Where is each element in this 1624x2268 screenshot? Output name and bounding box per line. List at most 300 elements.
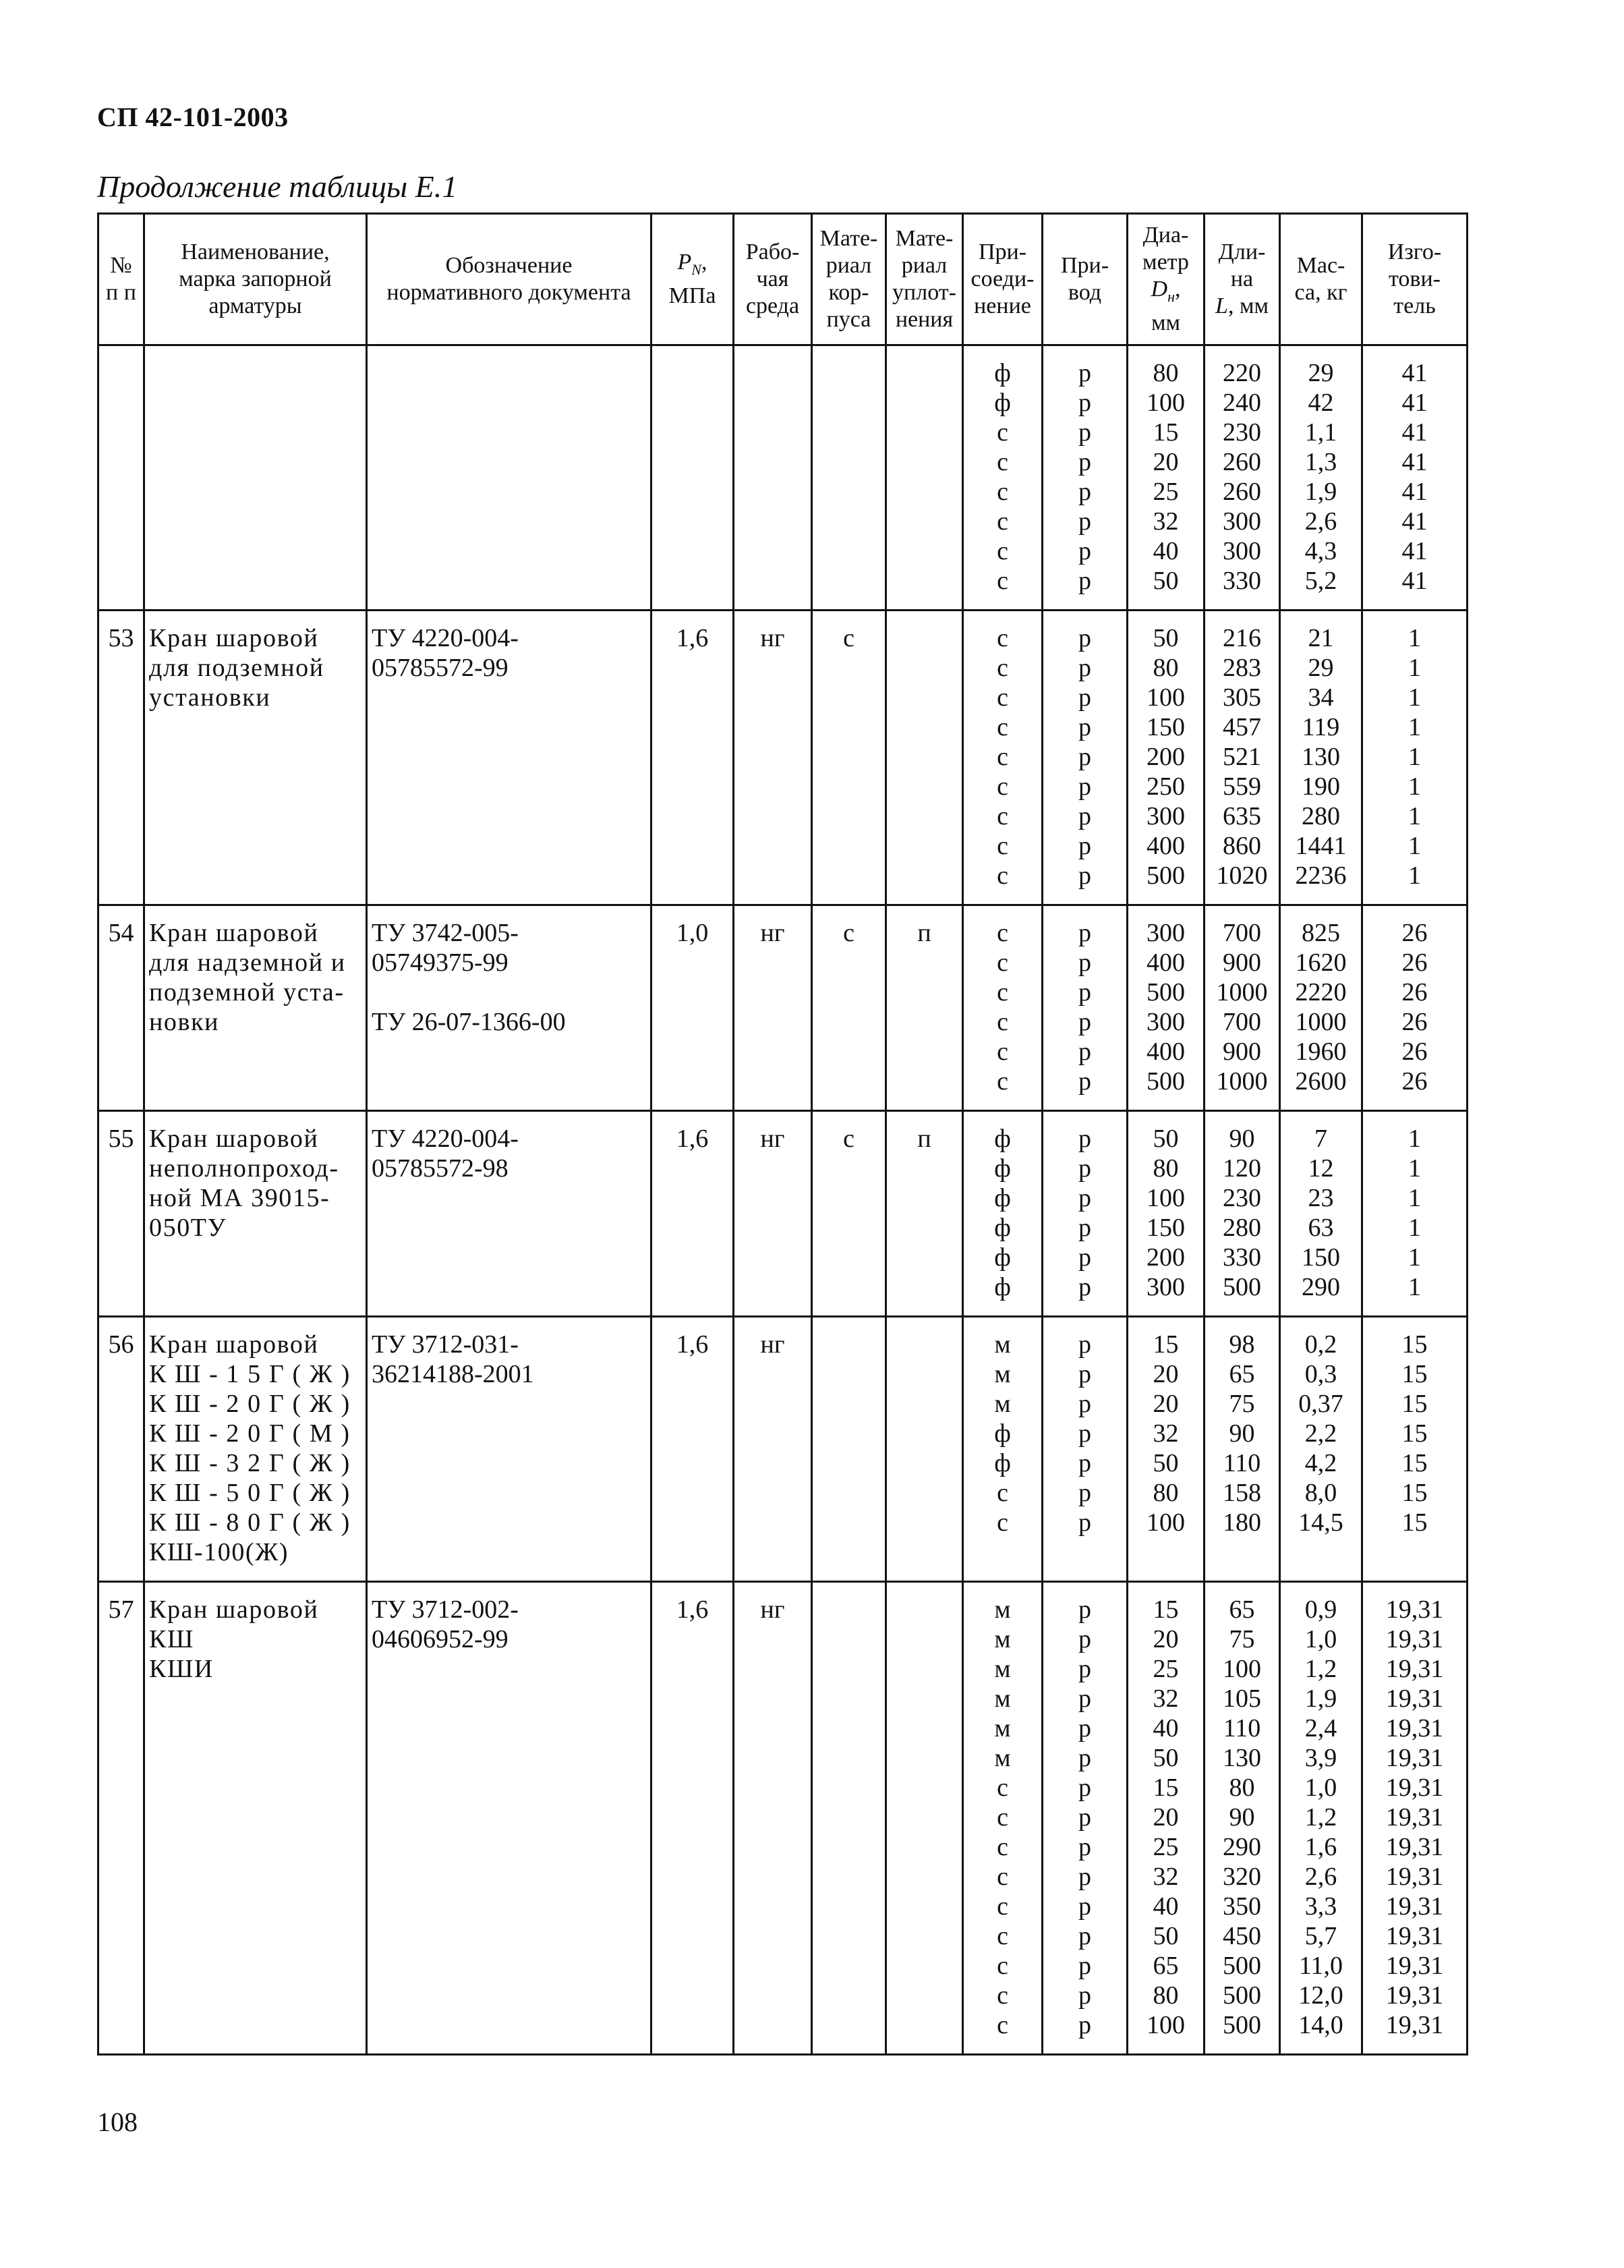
pressure-value: 1,6 bbox=[651, 1582, 734, 2055]
connection-type-line: м bbox=[994, 1390, 1011, 1418]
connection-type-line: с bbox=[997, 1952, 1008, 1980]
length-value-line: 280 bbox=[1223, 1214, 1261, 1242]
drive-type-line: р bbox=[1078, 1008, 1091, 1036]
diameter-value-line: 40 bbox=[1153, 1714, 1179, 1742]
connection-type-line: с bbox=[997, 683, 1008, 712]
manufacturer-code-line: 1 bbox=[1408, 1125, 1421, 1153]
pressure-value: 1,6 bbox=[651, 1111, 734, 1317]
header-doc: Обозначение нормативного документа bbox=[367, 214, 651, 345]
connection-type-line: с bbox=[997, 624, 1008, 652]
normative-document-line: ТУ 3742-005- bbox=[372, 919, 519, 947]
connection-type bbox=[963, 1582, 1043, 2055]
connection-type-line: м bbox=[994, 1330, 1011, 1359]
diameter-value-line: 15 bbox=[1153, 1774, 1179, 1802]
connection-type-line: с bbox=[997, 507, 1008, 536]
valve-name-line: 050ТУ bbox=[149, 1214, 227, 1242]
diameter-value bbox=[1128, 1582, 1205, 2055]
mass-value-line: 2,4 bbox=[1304, 1714, 1337, 1742]
mass-value-line: 12 bbox=[1308, 1154, 1334, 1183]
connection-type bbox=[963, 345, 1043, 611]
row-number: 53 bbox=[98, 611, 144, 905]
manufacturer-code-line: 1 bbox=[1408, 743, 1421, 771]
pressure-value: 1,6 bbox=[651, 1317, 734, 1582]
body-material bbox=[812, 1317, 886, 1582]
drive-type-line: р bbox=[1078, 1038, 1091, 1066]
normative-document bbox=[367, 1111, 651, 1317]
normative-document-line: 05749375-99 bbox=[372, 948, 509, 977]
connection-type-line: с bbox=[997, 1067, 1008, 1096]
working-medium: нг bbox=[734, 1111, 812, 1317]
manufacturer-code-line: 41 bbox=[1401, 389, 1428, 417]
drive-type-line: р bbox=[1078, 1892, 1091, 1921]
drive-type-line: р bbox=[1078, 1390, 1091, 1418]
diameter-value-line: 20 bbox=[1153, 1360, 1179, 1388]
diameter-value-line: 80 bbox=[1153, 1479, 1179, 1507]
length-value-line: 120 bbox=[1223, 1154, 1261, 1183]
mass-value-line: 29 bbox=[1308, 359, 1334, 387]
drive-type-line: р bbox=[1078, 624, 1091, 652]
mass-value-line: 14,5 bbox=[1298, 1508, 1343, 1537]
connection-type bbox=[963, 611, 1043, 905]
connection-type-line: с bbox=[997, 1774, 1008, 1802]
valve-name-line: Кран шаровой bbox=[149, 1595, 319, 1624]
header-seal-material: Мате- риал уплот- нения bbox=[886, 214, 963, 345]
valve-name bbox=[144, 1317, 367, 1582]
valve-name-line: неполнопроход- bbox=[149, 1154, 339, 1183]
connection-type-line: с bbox=[997, 772, 1008, 801]
connection-type-line: с bbox=[997, 1833, 1008, 1861]
valve-name-line: К Ш - 3 2 Г ( Ж ) bbox=[149, 1449, 351, 1477]
manufacturer-code-line: 19,31 bbox=[1385, 1833, 1444, 1861]
manufacturer-code-line: 41 bbox=[1401, 507, 1428, 536]
connection-type-line: ф bbox=[994, 389, 1011, 417]
connection-type-line: ф bbox=[994, 359, 1011, 387]
diameter-value-line: 400 bbox=[1147, 1038, 1185, 1066]
mass-value-line: 290 bbox=[1302, 1273, 1340, 1301]
length-value-line: 1000 bbox=[1216, 978, 1268, 1007]
mass-value-line: 7 bbox=[1314, 1125, 1327, 1153]
valve-name-line: К Ш - 1 5 Г ( Ж ) bbox=[149, 1360, 351, 1388]
connection-type bbox=[963, 1317, 1043, 1582]
drive-type bbox=[1043, 1582, 1128, 2055]
table-row bbox=[98, 345, 1468, 611]
manufacturer-code-line: 26 bbox=[1401, 1038, 1428, 1066]
diameter-value-line: 32 bbox=[1153, 1863, 1179, 1891]
mass-value-line: 2220 bbox=[1295, 978, 1347, 1007]
manufacturer-code-line: 26 bbox=[1401, 978, 1428, 1007]
manufacturer-code-line: 1 bbox=[1408, 1273, 1421, 1301]
connection-type-line: с bbox=[997, 1892, 1008, 1921]
mass-value-line: 2600 bbox=[1295, 1067, 1347, 1096]
manufacturer-code bbox=[1362, 345, 1468, 611]
diameter-value bbox=[1128, 905, 1205, 1111]
manufacturer-code-line: 1 bbox=[1408, 1184, 1421, 1212]
document-code: СП 42-101-2003 bbox=[97, 102, 289, 132]
connection-type-line: с bbox=[997, 802, 1008, 830]
diameter-value-line: 50 bbox=[1153, 624, 1179, 652]
length-value-line: 559 bbox=[1223, 772, 1261, 801]
manufacturer-code-line: 15 bbox=[1401, 1479, 1428, 1507]
length-value-line: 100 bbox=[1223, 1655, 1261, 1683]
valve-name bbox=[144, 1111, 367, 1317]
mass-value bbox=[1280, 1111, 1362, 1317]
connection-type-line: с bbox=[997, 567, 1008, 595]
drive-type bbox=[1043, 611, 1128, 905]
manufacturer-code-line: 1 bbox=[1408, 624, 1421, 652]
length-value-line: 290 bbox=[1223, 1833, 1261, 1861]
drive-type-line: р bbox=[1078, 1184, 1091, 1212]
connection-type-line: ф bbox=[994, 1154, 1011, 1183]
manufacturer-code-line: 15 bbox=[1401, 1508, 1428, 1537]
body-material bbox=[812, 345, 886, 611]
manufacturer-code-line: 15 bbox=[1401, 1419, 1428, 1448]
mass-value-line: 0,3 bbox=[1304, 1360, 1337, 1388]
drive-type-line: р bbox=[1078, 919, 1091, 947]
connection-type bbox=[963, 1111, 1043, 1317]
length-value bbox=[1205, 1582, 1280, 2055]
mass-value-line: 0,9 bbox=[1304, 1595, 1337, 1624]
length-value bbox=[1205, 1111, 1280, 1317]
diameter-value-line: 25 bbox=[1153, 478, 1179, 506]
mass-value-line: 29 bbox=[1308, 654, 1334, 682]
drive-type-line: р bbox=[1078, 1214, 1091, 1242]
header-medium: Рабо- чая среда bbox=[734, 214, 812, 345]
connection-type-line: ф bbox=[994, 1273, 1011, 1301]
mass-value-line: 23 bbox=[1308, 1184, 1334, 1212]
diameter-value-line: 80 bbox=[1153, 1981, 1179, 2010]
mass-value-line: 4,3 bbox=[1304, 537, 1337, 565]
manufacturer-code-line: 19,31 bbox=[1385, 1595, 1444, 1624]
seal-material bbox=[886, 345, 963, 611]
working-medium: нг bbox=[734, 1582, 812, 2055]
manufacturer-code-line: 41 bbox=[1401, 478, 1428, 506]
diameter-value-line: 200 bbox=[1147, 743, 1185, 771]
length-value-line: 158 bbox=[1223, 1479, 1261, 1507]
mass-value-line: 1960 bbox=[1295, 1038, 1347, 1066]
diameter-value bbox=[1128, 1317, 1205, 1582]
manufacturer-code-line: 19,31 bbox=[1385, 1655, 1444, 1683]
manufacturer-code-line: 1 bbox=[1408, 1214, 1421, 1242]
length-value-line: 350 bbox=[1223, 1892, 1261, 1921]
diameter-value bbox=[1128, 345, 1205, 611]
diameter-value-line: 40 bbox=[1153, 537, 1179, 565]
valve-name-line: КШ bbox=[149, 1625, 194, 1653]
drive-type-line: р bbox=[1078, 1479, 1091, 1507]
drive-type-line: р bbox=[1078, 1243, 1091, 1272]
connection-type-line: с bbox=[997, 978, 1008, 1007]
manufacturer-code-line: 1 bbox=[1408, 654, 1421, 682]
diameter-value-line: 100 bbox=[1147, 683, 1185, 712]
diameter-value-line: 20 bbox=[1153, 1803, 1179, 1832]
drive-type-line: р bbox=[1078, 1744, 1091, 1772]
mass-value-line: 825 bbox=[1302, 919, 1340, 947]
connection-type-line: с bbox=[997, 537, 1008, 565]
table-body bbox=[98, 345, 1468, 2055]
drive-type-line: р bbox=[1078, 1449, 1091, 1477]
manufacturer-code-line: 19,31 bbox=[1385, 1774, 1444, 1802]
mass-value-line: 1,0 bbox=[1304, 1774, 1337, 1802]
drive-type-line: р bbox=[1078, 389, 1091, 417]
mass-value-line: 5,2 bbox=[1304, 567, 1337, 595]
length-value bbox=[1205, 905, 1280, 1111]
drive-type-line: р bbox=[1078, 1655, 1091, 1683]
manufacturer-code-line: 41 bbox=[1401, 418, 1428, 447]
valve-name-line: установки bbox=[149, 683, 271, 712]
mass-value-line: 0,37 bbox=[1298, 1390, 1343, 1418]
diameter-value-line: 40 bbox=[1153, 1892, 1179, 1921]
mass-value-line: 1441 bbox=[1295, 832, 1347, 860]
drive-type-line: р bbox=[1078, 1684, 1091, 1713]
mass-value-line: 42 bbox=[1308, 389, 1334, 417]
connection-type-line: с bbox=[997, 919, 1008, 947]
connection-type-line: с bbox=[997, 478, 1008, 506]
length-value-line: 1000 bbox=[1216, 1067, 1268, 1096]
connection-type-line: ф bbox=[994, 1449, 1011, 1477]
drive-type-line: р bbox=[1078, 359, 1091, 387]
length-value-line: 90 bbox=[1229, 1803, 1255, 1832]
length-value-line: 900 bbox=[1223, 948, 1261, 977]
length-value-line: 635 bbox=[1223, 802, 1261, 830]
working-medium bbox=[734, 345, 812, 611]
page-number: 108 bbox=[97, 2107, 138, 2137]
drive-type-line: р bbox=[1078, 507, 1091, 536]
mass-value-line: 1,0 bbox=[1304, 1625, 1337, 1653]
length-value-line: 130 bbox=[1223, 1744, 1261, 1772]
valve-name-line: подземной уста- bbox=[149, 978, 345, 1007]
connection-type-line: с bbox=[997, 1508, 1008, 1537]
manufacturer-code-line: 19,31 bbox=[1385, 1892, 1444, 1921]
diameter-value bbox=[1128, 1111, 1205, 1317]
length-value-line: 75 bbox=[1229, 1390, 1255, 1418]
manufacturer-code-line: 1 bbox=[1408, 683, 1421, 712]
drive-type-line: р bbox=[1078, 978, 1091, 1007]
seal-material bbox=[886, 1582, 963, 2055]
diameter-value-line: 15 bbox=[1153, 1330, 1179, 1359]
row-number: 54 bbox=[98, 905, 144, 1111]
valve-name-line: ной МА 39015- bbox=[149, 1184, 330, 1212]
manufacturer-code-line: 41 bbox=[1401, 359, 1428, 387]
mass-value-line: 5,7 bbox=[1304, 1922, 1337, 1950]
length-value-line: 65 bbox=[1229, 1595, 1255, 1624]
normative-document-line: 05785572-98 bbox=[372, 1154, 509, 1183]
normative-document-line: ТУ 3712-002- bbox=[372, 1595, 519, 1624]
drive-type-line: р bbox=[1078, 1360, 1091, 1388]
normative-document bbox=[367, 1582, 651, 2055]
manufacturer-code-line: 1 bbox=[1408, 1243, 1421, 1272]
manufacturer-code-line: 19,31 bbox=[1385, 1922, 1444, 1950]
normative-document bbox=[367, 611, 651, 905]
diameter-value-line: 80 bbox=[1153, 1154, 1179, 1183]
mass-value-line: 2,6 bbox=[1304, 507, 1337, 536]
manufacturer-code-line: 15 bbox=[1401, 1449, 1428, 1477]
connection-type-line: ф bbox=[994, 1214, 1011, 1242]
diameter-value-line: 32 bbox=[1153, 1684, 1179, 1713]
valve-name-line: Кран шаровой bbox=[149, 1125, 319, 1153]
mass-value-line: 3,3 bbox=[1304, 1892, 1337, 1921]
table-row bbox=[98, 1582, 1468, 2055]
working-medium: нг bbox=[734, 1317, 812, 1582]
drive-type-line: р bbox=[1078, 1803, 1091, 1832]
drive-type bbox=[1043, 345, 1128, 611]
diameter-value-line: 20 bbox=[1153, 448, 1179, 476]
length-value-line: 300 bbox=[1223, 507, 1261, 536]
normative-document-line: ТУ 4220-004- bbox=[372, 624, 519, 652]
manufacturer-code-line: 19,31 bbox=[1385, 1981, 1444, 2010]
drive-type-line: р bbox=[1078, 1508, 1091, 1537]
drive-type-line: р bbox=[1078, 772, 1091, 801]
diameter-value-line: 150 bbox=[1147, 713, 1185, 741]
drive-type-line: р bbox=[1078, 861, 1091, 890]
diameter-value-line: 400 bbox=[1147, 832, 1185, 860]
manufacturer-code-line: 41 bbox=[1401, 537, 1428, 565]
drive-type-line: р bbox=[1078, 1833, 1091, 1861]
header-pressure: $P_N$, МПа bbox=[651, 214, 734, 345]
length-value-line: 260 bbox=[1223, 448, 1261, 476]
diameter-value-line: 50 bbox=[1153, 1744, 1179, 1772]
mass-value-line: 190 bbox=[1302, 772, 1340, 801]
connection-type-line: м bbox=[994, 1655, 1011, 1683]
diameter-value-line: 200 bbox=[1147, 1243, 1185, 1272]
header-connection: При- соеди- нение bbox=[963, 214, 1043, 345]
manufacturer-code-line: 41 bbox=[1401, 448, 1428, 476]
drive-type-line: р bbox=[1078, 1922, 1091, 1950]
drive-type-line: р bbox=[1078, 1595, 1091, 1624]
valve-name-line: К Ш - 5 0 Г ( Ж ) bbox=[149, 1479, 351, 1507]
drive-type bbox=[1043, 1317, 1128, 1582]
connection-type-line: с bbox=[997, 948, 1008, 977]
diameter-value-line: 32 bbox=[1153, 507, 1179, 536]
drive-type-line: р bbox=[1078, 1952, 1091, 1980]
mass-value-line: 150 bbox=[1302, 1243, 1340, 1272]
diameter-value-line: 500 bbox=[1147, 861, 1185, 890]
valve-name-line: для подземной bbox=[149, 654, 324, 682]
length-value-line: 230 bbox=[1223, 1184, 1261, 1212]
working-medium: нг bbox=[734, 905, 812, 1111]
length-value-line: 450 bbox=[1223, 1922, 1261, 1950]
mass-value-line: 130 bbox=[1302, 743, 1340, 771]
drive-type-line: р bbox=[1078, 418, 1091, 447]
connection-type-line: с bbox=[997, 1981, 1008, 2010]
mass-value-line: 3,9 bbox=[1304, 1744, 1337, 1772]
table-row bbox=[98, 905, 1468, 1111]
row-number: 56 bbox=[98, 1317, 144, 1582]
valve-name-line: Кран шаровой bbox=[149, 1330, 319, 1359]
mass-value-line: 1620 bbox=[1295, 948, 1347, 977]
mass-value-line: 1,2 bbox=[1304, 1655, 1337, 1683]
diameter-value-line: 100 bbox=[1147, 1508, 1185, 1537]
table-row bbox=[98, 1317, 1468, 1582]
connection-type-line: с bbox=[997, 1803, 1008, 1832]
drive-type-line: р bbox=[1078, 567, 1091, 595]
valve-name-line: КШ-100(Ж) bbox=[149, 1538, 289, 1566]
mass-value bbox=[1280, 1317, 1362, 1582]
diameter-value-line: 32 bbox=[1153, 1419, 1179, 1448]
normative-document-line: 36214188-2001 bbox=[372, 1360, 534, 1388]
length-value-line: 1020 bbox=[1216, 861, 1268, 890]
normative-document-line: ТУ 3712-031- bbox=[372, 1330, 519, 1359]
diameter-value-line: 500 bbox=[1147, 1067, 1185, 1096]
connection-type-line: с bbox=[997, 832, 1008, 860]
manufacturer-code-line: 19,31 bbox=[1385, 1625, 1444, 1653]
diameter-value-line: 50 bbox=[1153, 1449, 1179, 1477]
drive-type-line: р bbox=[1078, 1330, 1091, 1359]
mass-value-line: 0,2 bbox=[1304, 1330, 1337, 1359]
valve-name-line: К Ш - 2 0 Г ( М ) bbox=[149, 1419, 351, 1448]
drive-type-line: р bbox=[1078, 448, 1091, 476]
mass-value-line: 8,0 bbox=[1304, 1479, 1337, 1507]
body-material bbox=[812, 1582, 886, 2055]
diameter-value-line: 400 bbox=[1147, 948, 1185, 977]
length-value-line: 90 bbox=[1229, 1125, 1255, 1153]
diameter-value-line: 50 bbox=[1153, 1922, 1179, 1950]
body-material: с bbox=[812, 905, 886, 1111]
manufacturer-code-line: 19,31 bbox=[1385, 1952, 1444, 1980]
mass-value-line: 1000 bbox=[1295, 1008, 1347, 1036]
drive-type-line: р bbox=[1078, 1981, 1091, 2010]
connection-type-line: м bbox=[994, 1684, 1011, 1713]
mass-value-line: 1,9 bbox=[1304, 478, 1337, 506]
length-value-line: 98 bbox=[1229, 1330, 1255, 1359]
length-value-line: 220 bbox=[1223, 359, 1261, 387]
mass-value bbox=[1280, 611, 1362, 905]
drive-type-line: р bbox=[1078, 1714, 1091, 1742]
length-value-line: 300 bbox=[1223, 537, 1261, 565]
normative-document bbox=[367, 1317, 651, 1582]
length-value-line: 110 bbox=[1223, 1449, 1261, 1477]
manufacturer-code bbox=[1362, 611, 1468, 905]
diameter-value-line: 15 bbox=[1153, 418, 1179, 447]
diameter-value-line: 300 bbox=[1147, 1273, 1185, 1301]
connection-type-line: ф bbox=[994, 1419, 1011, 1448]
length-value-line: 90 bbox=[1229, 1419, 1255, 1448]
drive-type-line: р bbox=[1078, 1273, 1091, 1301]
length-value-line: 75 bbox=[1229, 1625, 1255, 1653]
diameter-value-line: 20 bbox=[1153, 1390, 1179, 1418]
length-value-line: 65 bbox=[1229, 1360, 1255, 1388]
row-number bbox=[98, 345, 144, 611]
diameter-value-line: 50 bbox=[1153, 567, 1179, 595]
diameter-value-line: 300 bbox=[1147, 1008, 1185, 1036]
drive-type-line: р bbox=[1078, 2011, 1091, 2039]
diameter-value-line: 25 bbox=[1153, 1833, 1179, 1861]
manufacturer-code-line: 1 bbox=[1408, 861, 1421, 890]
connection-type-line: с bbox=[997, 448, 1008, 476]
length-value-line: 330 bbox=[1223, 567, 1261, 595]
connection-type-line: м bbox=[994, 1625, 1011, 1653]
connection-type-line: с bbox=[997, 2011, 1008, 2039]
manufacturer-code-line: 26 bbox=[1401, 919, 1428, 947]
header-name: Наименование, марка запорной арматуры bbox=[144, 214, 367, 345]
valve-name bbox=[144, 611, 367, 905]
length-value-line: 500 bbox=[1223, 2011, 1261, 2039]
connection-type-line: м bbox=[994, 1744, 1011, 1772]
connection-type-line: с bbox=[997, 1922, 1008, 1950]
diameter-value-line: 100 bbox=[1147, 389, 1185, 417]
seal-material bbox=[886, 1317, 963, 1582]
mass-value-line: 11,0 bbox=[1298, 1952, 1343, 1980]
length-value-line: 320 bbox=[1223, 1863, 1261, 1891]
length-value-line: 216 bbox=[1223, 624, 1261, 652]
header-body-material: Мате- риал кор- пуса bbox=[812, 214, 886, 345]
normative-document-line: ТУ 26-07-1366-00 bbox=[372, 1008, 566, 1036]
mass-value-line: 119 bbox=[1302, 713, 1340, 741]
connection-type-line: ф bbox=[994, 1243, 1011, 1272]
length-value-line: 240 bbox=[1223, 389, 1261, 417]
mass-value-line: 2,6 bbox=[1304, 1863, 1337, 1891]
length-value-line: 457 bbox=[1223, 713, 1261, 741]
diameter-value-line: 250 bbox=[1147, 772, 1185, 801]
diameter-value-line: 20 bbox=[1153, 1625, 1179, 1653]
